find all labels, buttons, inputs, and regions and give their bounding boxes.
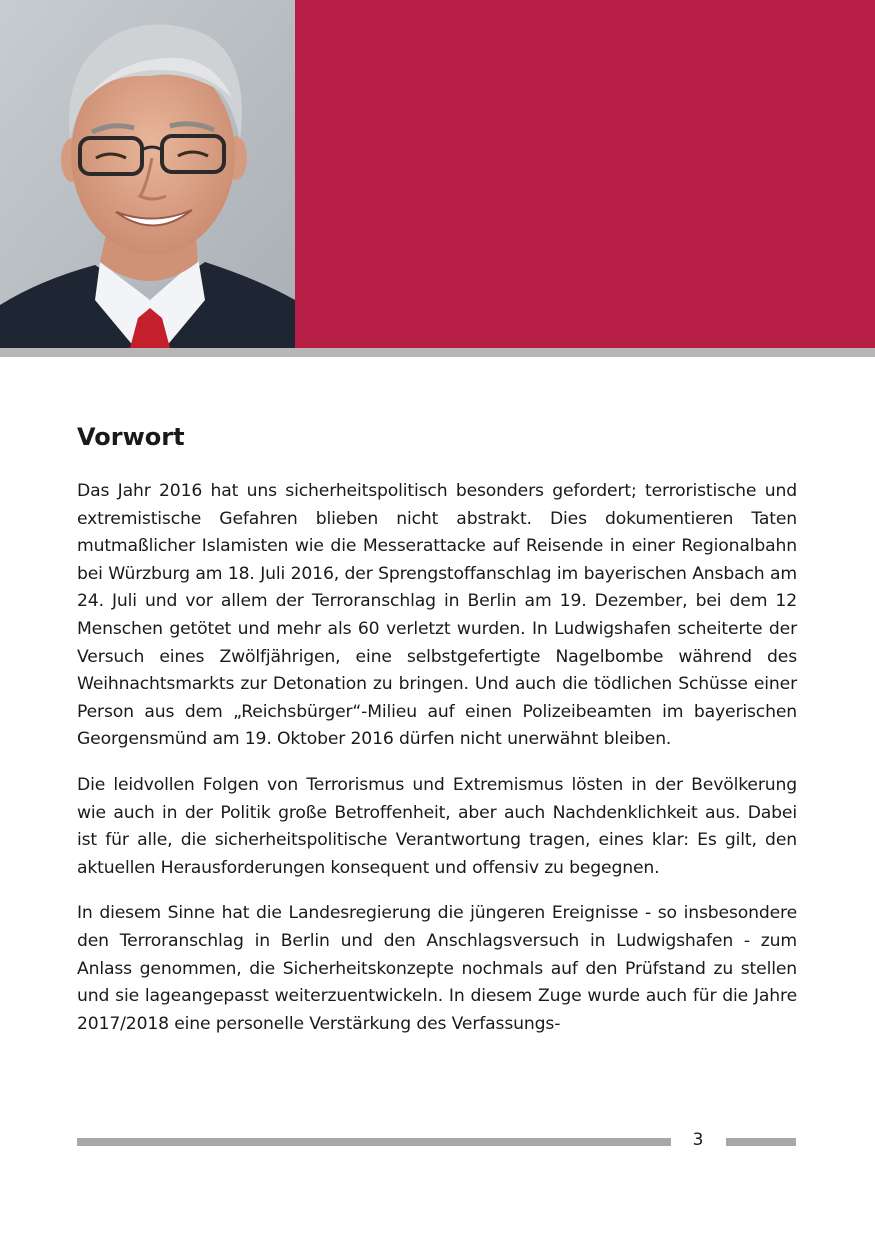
footer-bar-right <box>726 1138 796 1146</box>
article <box>77 420 797 1056</box>
page-footer <box>77 1130 797 1150</box>
paragraph-2: Die leidvollen Folgen von Terrorismus und Extremismus lösten in der Bevölkerung wie auch in der Politik große Betroffenheit, aber auch Nachdenklichkeit aus. Dabei ist für alle, die sicherheitspolitische Verantwortung tragen, eines klar: Es gilt, den aktuellen Herausforderungen konsequent und offensiv zu begegnen. <box>77 774 797 878</box>
page-number: 3 <box>692 1130 704 1150</box>
page-header <box>0 0 875 348</box>
header-color-block <box>295 0 875 348</box>
portrait-illustration <box>0 0 295 348</box>
paragraph-1: Das Jahr 2016 hat uns sicherheitspolitisch besonders gefordert; terroristische und extremistische Gefahren blieben nicht abstrakt. Dies dokumentieren Taten mutmaßlicher Islamisten wie die Messerattacke auf Reisende in einer Regionalbahn bei Würzburg am 18. Juli 2016, der Sprengstoffanschlag im bayerischen Ansbach am 24. Juli und vor allem der Terroranschlag in Berlin am 19. Dezember, bei dem 12 Menschen getötet und mehr als 60 verletzt wurden. In Ludwigshafen scheiterte der Versuch eines Zwölfjährigen, eine selbstgefertigte Nagelbombe während des Weihnachtsmarkts zur Detonation zu bringen. Und auch die tödlichen Schüsse einer Person aus dem „Reichsbürger“-Milieu auf einen Polizeibeamten im bayerischen Georgensmünd am 19. Oktober 2016 dürfen nicht unerwähnt bleiben. <box>77 481 797 750</box>
portrait-photo <box>0 0 295 348</box>
header-rule <box>0 348 875 357</box>
paragraph-3: In diesem Sinne hat die Landesregierung die jüngeren Ereignisse - so insbesondere den Terroranschlag in Berlin und den Anschlagsversuch in Ludwigshafen - zum Anlass genommen, die Sicherheitskonzepte nochmals auf den Prüfstand zu stellen und sie lageangepasst weiterzuentwickeln. In diesem Zuge wurde auch für die Jahre 2017/2018 eine personelle Verstärkung des Verfassungs- <box>77 903 797 1034</box>
page-title: Vorwort <box>77 423 185 451</box>
footer-bar-left <box>77 1138 671 1146</box>
